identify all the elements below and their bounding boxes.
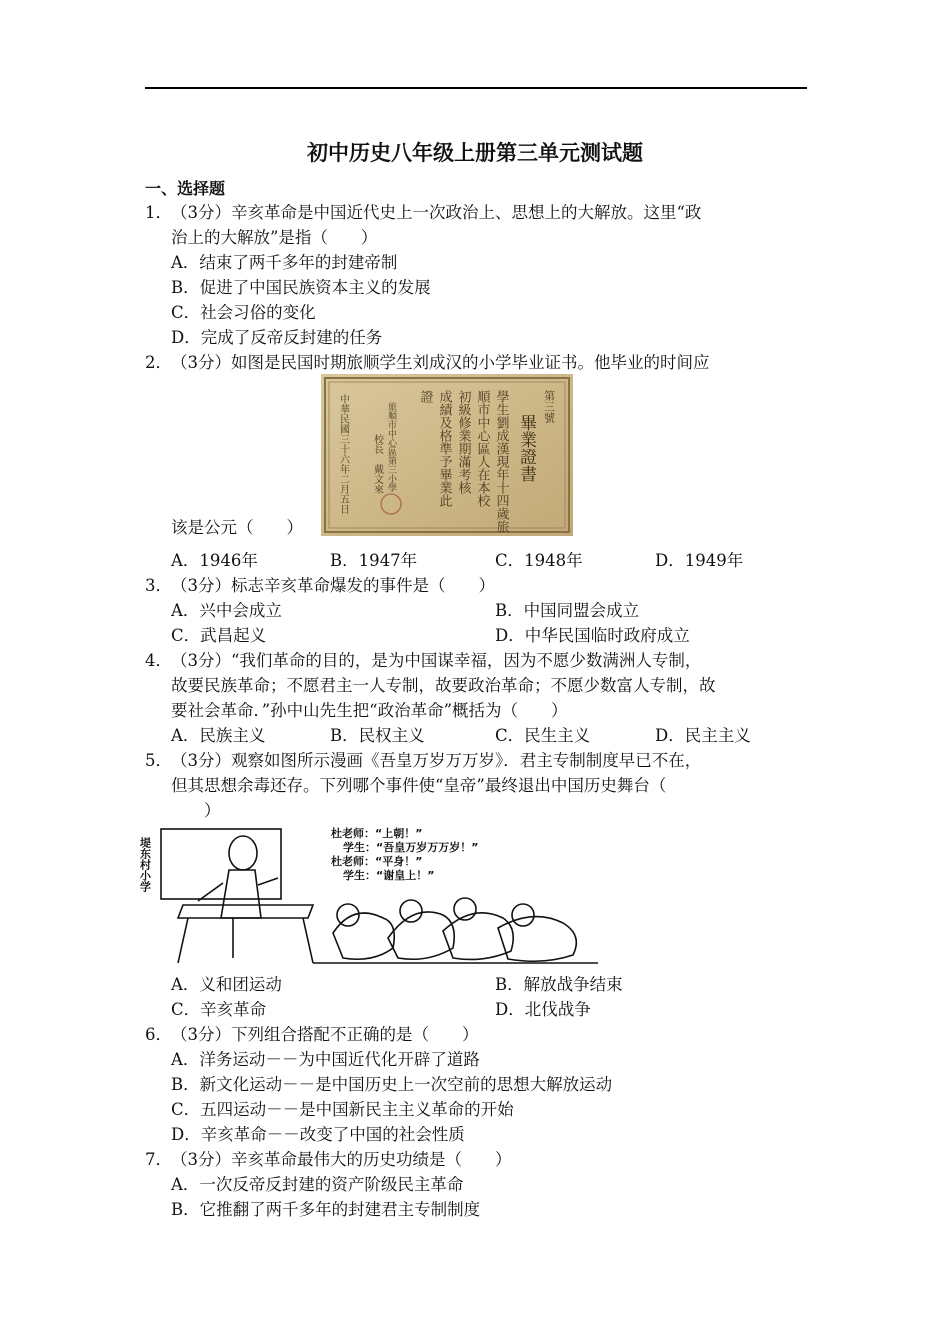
section-heading: 一、选择题 — [145, 179, 226, 198]
blackboard — [161, 829, 281, 899]
question-number: 4． — [145, 651, 172, 670]
option-c: C．辛亥革命 — [171, 1000, 267, 1019]
option-c: C．社会习俗的变化 — [171, 303, 316, 322]
question-text: （3分）辛亥革命最伟大的历史功绩是（ ） — [171, 1150, 512, 1169]
question-text: （3分）如图是民国时期旅顺学生刘成汉的小学毕业证书。他毕业的时间应 — [171, 353, 710, 372]
option-a: A．结束了两千多年的封建帝制 — [171, 253, 398, 272]
teacher-head — [229, 836, 257, 870]
graduation-certificate-image — [321, 374, 573, 536]
village-school-sign: 堤东村小学 — [138, 837, 152, 892]
question-text: （3分）观察如图所示漫画《吾皇万岁万万岁》．君主专制制度早已不在， — [171, 751, 702, 770]
question-text: ） — [171, 801, 221, 820]
option-c: C．1948年 — [495, 551, 583, 570]
option-b: B．它推翻了两千多年的封建君主专制制度 — [171, 1200, 481, 1219]
option-c: C．民生主义 — [495, 726, 591, 745]
option-d: D．北伐战争 — [495, 1000, 591, 1019]
desk — [178, 905, 313, 918]
option-b: B．解放战争结束 — [495, 975, 623, 994]
cert-column: 校長 戴文來 — [371, 434, 383, 494]
option-a: A．1946年 — [171, 551, 258, 570]
option-b: B．促进了中国民族资本主义的发展 — [171, 278, 431, 297]
option-a: A．义和团运动 — [171, 975, 282, 994]
option-a: A．民族主义 — [171, 726, 266, 745]
question-text: （3分）标志辛亥革命爆发的事件是（ ） — [171, 576, 495, 595]
question-text: 要社会革命．”孙中山先生把“政治革命”概括为（ ） — [171, 701, 568, 720]
cert-serial: 第三號 — [542, 390, 556, 423]
cartoon-dialogue: 杜老师：“上朝！” — [331, 827, 423, 840]
option-b: B．1947年 — [330, 551, 418, 570]
question-number: 1． — [145, 203, 172, 222]
option-a: A．兴中会成立 — [171, 601, 282, 620]
desk-legs — [178, 918, 313, 963]
question-number: 7． — [145, 1150, 172, 1169]
cert-heading: 畢業證書 — [516, 414, 536, 482]
teacher-arms — [198, 878, 278, 901]
cartoon-dialogue: 杜老师：“平身！” — [331, 855, 423, 868]
question-number: 2． — [145, 353, 172, 372]
option-d: D．民主主义 — [655, 726, 751, 745]
question-number: 3． — [145, 576, 172, 595]
question-text: 治上的大解放”是指（ ） — [171, 228, 378, 247]
question-text: （3分）下列组合搭配不正确的是（ ） — [171, 1025, 479, 1044]
question-text: 故要民族革命；不愿君主一人专制，故要政治革命；不愿少数富人专制，故 — [171, 676, 716, 695]
question-text: （3分）“我们革命的目的，是为中国谋幸福，因为不愿少数满洲人专制， — [171, 651, 702, 670]
option-b: B．民权主义 — [330, 726, 425, 745]
student-figure — [498, 917, 576, 962]
student-head — [400, 900, 422, 922]
question-text: 该是公元（ ） — [171, 518, 303, 537]
option-a: A．洋务运动－－为中国近代化开辟了道路 — [171, 1050, 480, 1069]
cert-column: 順市中心區人在本校 — [474, 390, 490, 507]
header-rule — [145, 87, 807, 89]
option-b: B．中国同盟会成立 — [495, 601, 640, 620]
question-number: 5． — [145, 751, 172, 770]
question-text: （3分）辛亥革命是中国近代史上一次政治上、思想上的大解放。这里“政 — [171, 203, 702, 222]
student-figure — [333, 913, 394, 959]
cert-column: 中華民國三十六年二月五日 — [337, 394, 349, 514]
cartoon-dialogue: 学生：“谢皇上！” — [343, 869, 435, 882]
option-c: C．武昌起义 — [171, 626, 267, 645]
cartoon-dialogue: 学生：“吾皇万岁万万岁！” — [343, 841, 479, 854]
cert-column: 旅順市中心區第三小學 — [386, 402, 396, 492]
page-title: 初中历史八年级上册第三单元测试题 — [307, 141, 643, 165]
option-d: D．中华民国临时政府成立 — [495, 626, 690, 645]
option-c: C．五四运动－－是中国新民主主义革命的开始 — [171, 1100, 514, 1119]
cert-column: 證 — [417, 390, 433, 403]
option-b: B．新文化运动－－是中国历史上一次空前的思想大解放运动 — [171, 1075, 613, 1094]
question-number: 6． — [145, 1025, 172, 1044]
cartoon-image — [138, 823, 603, 968]
cert-column: 學生劉成漢現年十四歲旅 — [493, 390, 509, 533]
option-a: A．一次反帝反封建的资产阶级民主革命 — [171, 1175, 464, 1194]
option-d: D．完成了反帝反封建的任务 — [171, 328, 383, 347]
teacher-body — [221, 870, 261, 918]
cert-column: 初級修業期滿考核 — [455, 390, 471, 494]
cert-column: 成績及格準予畢業此 — [436, 390, 452, 507]
question-text: 但其思想余毒还存。下列哪个事件使“皇帝”最终退出中国历史舞台（ — [171, 776, 667, 795]
student-head — [512, 904, 534, 926]
option-d: D．1949年 — [655, 551, 744, 570]
option-d: D．辛亥革命－－改变了中国的社会性质 — [171, 1125, 465, 1144]
